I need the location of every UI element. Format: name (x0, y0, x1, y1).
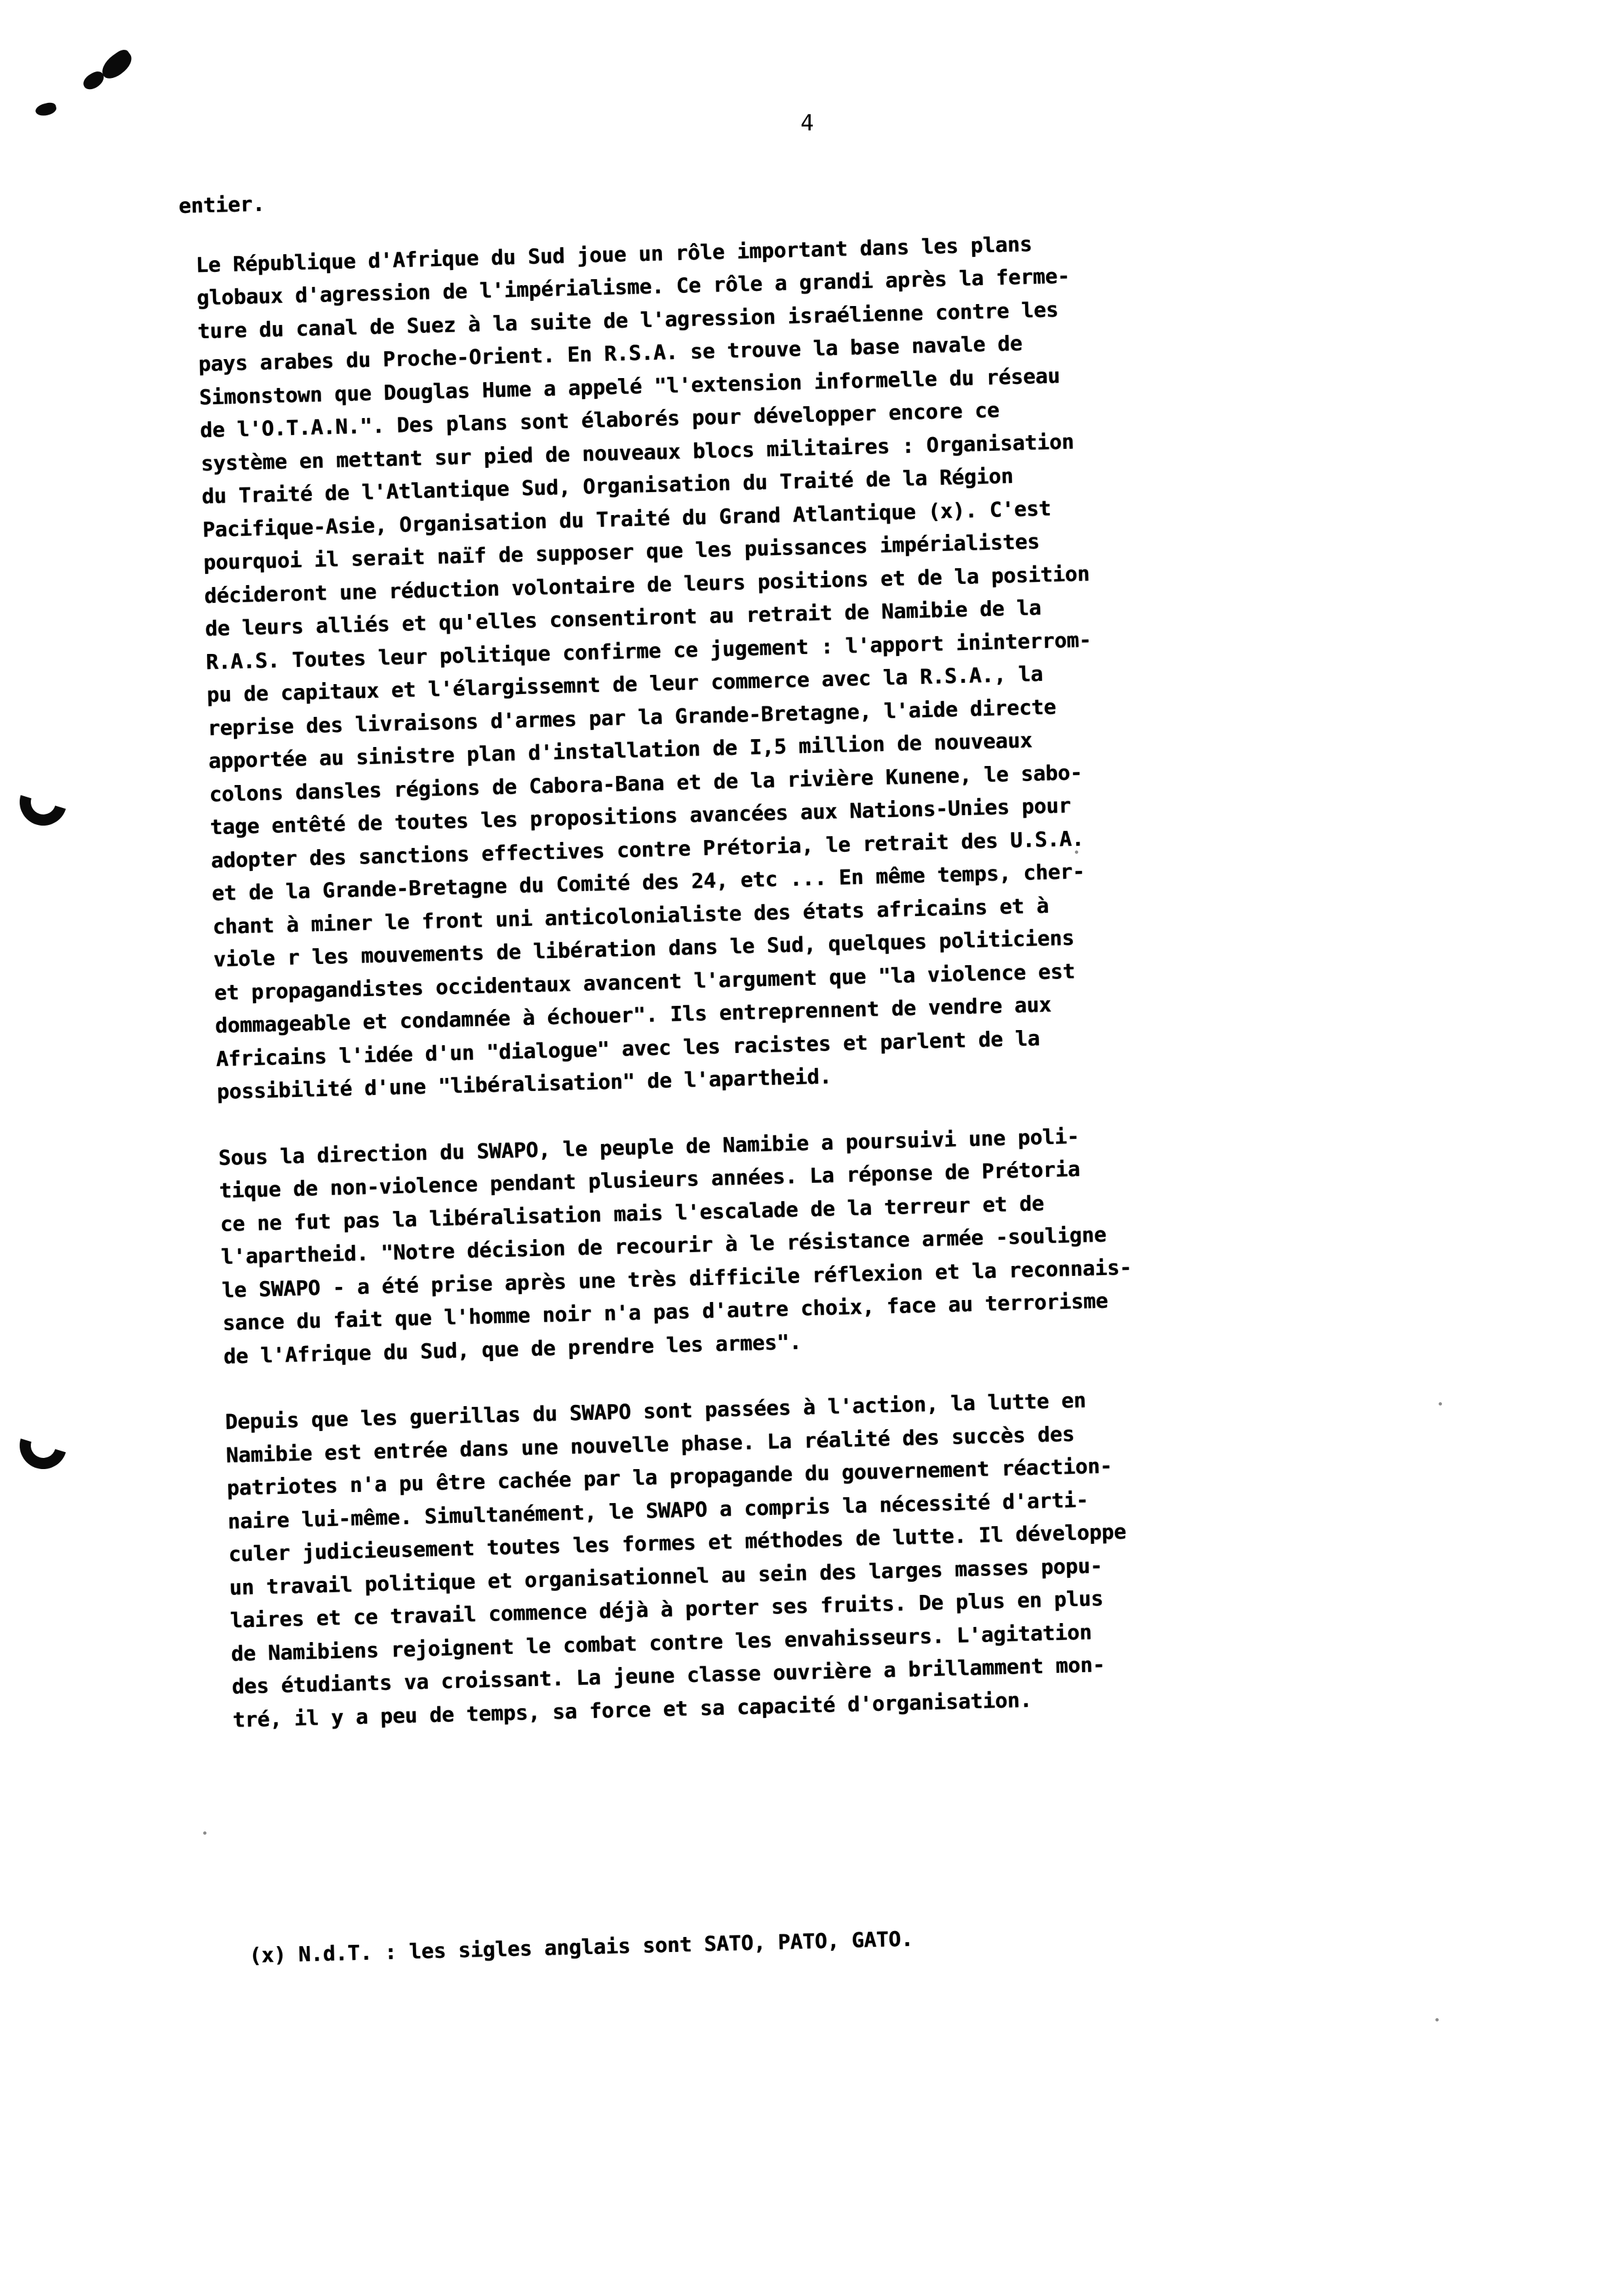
text-line: l'apartheid. "Notre décision de recourir à le résistance armée -souligne (220, 1223, 1107, 1269)
punch-hole-shadow-icon (11, 1413, 75, 1477)
text-line: et de la Grande-Bretagne du Comité des 24, etc ... En même temps, cher- (211, 860, 1085, 906)
text-line: pays arabes du Proche-Orient. En R.S.A. se trouve la base navale de (198, 332, 1023, 377)
punch-hole-shadow-icon (11, 770, 75, 833)
text-line: adopter des sanctions effectives contre Prétoria, le retrait des U.S.A. (210, 826, 1085, 873)
text-line: de Namibiens rejoignent le combat contre les envahisseurs. L'agitation (231, 1620, 1093, 1666)
paragraph-guerillas (209, 1374, 1502, 1737)
paragraph-imperialism (180, 217, 1486, 1109)
text-line: de l'O.T.A.N.". Des plans sont élaborés pour développer encore ce (199, 398, 1000, 443)
text-line: ture du canal de Suez à la suite de l'agression israélienne contre les (197, 297, 1059, 343)
text-line: du Traité de l'Atlantique Sud, Organisation du Traité de la Région (201, 464, 1014, 509)
typescript-body (178, 157, 1508, 1973)
text-line: de leurs alliés et qu'elles consentiront au retrait de Namibie de la (204, 596, 1042, 641)
scan-speck (1435, 2018, 1439, 2021)
text-line: chant à miner le front uni anticolonialiste des états africains et à (212, 894, 1049, 939)
page-number: 4 (800, 110, 815, 136)
text-line: Namibie est entrée dans une nouvelle phase. La réalité des succès des (225, 1422, 1075, 1468)
text-line: ce ne fut pas la libéralisation mais l'escalade de la terreur et de (220, 1191, 1045, 1236)
text-line: possibilité d'une "libéralisation" de l'apartheid. (216, 1065, 832, 1104)
text-line: globaux d'agression de l'impérialisme. Ce rôle a grandi après la ferme- (196, 264, 1070, 311)
text-line: culer judicieusement toutes les formes et méthodes de lutte. Il développe (228, 1520, 1127, 1567)
text-line: Depuis que les guerillas du SWAPO sont passées à l'action, la lutte en (225, 1388, 1087, 1434)
text-line: reprise des livraisons d'armes par la Grande-Bretagne, l'aide directe (207, 695, 1057, 740)
text-line: Simonstown que Douglas Hume a appelé "l'extension informelle du réseau (199, 364, 1060, 410)
text-line: Sous la direction du SWAPO, le peuple de Namibie a poursuivi une poli- (218, 1124, 1080, 1170)
footnote-line: (x) N.d.T. : les sigles anglais sont SATO, PATO, GATO. (248, 1927, 914, 1968)
carryover-word: entier. (178, 192, 265, 218)
text-line: de l'Afrique du Sud, que de prendre les armes". (223, 1330, 802, 1369)
text-line: pourquoi il serait naïf de supposer que les puissances impérialistes (203, 529, 1040, 575)
text-line: apportée au sinistre plan d'installation de I,5 million de nouveaux (208, 729, 1033, 774)
text-line: système en mettant sur pied de nouveaux blocs militaires : Organisation (201, 430, 1074, 476)
text-line: le SWAPO - a été prise après une très difficile réflexion et la reconnais- (222, 1255, 1133, 1303)
text-line: pu de capitaux et l'élargissemnt de leur commerce avec la R.S.A., la (206, 662, 1043, 708)
text-line: colons dansles régions de Cabora-Bana et de la rivière Kunene, le sabo- (208, 760, 1083, 807)
text-line: patriotes n'a pu être cachée par la propagande du gouvernement réaction- (226, 1454, 1113, 1501)
text-line: tique de non-violence pendant plusieurs années. La réponse de Prétoria (219, 1157, 1081, 1203)
text-line: dommageable et condamnée à échouer". Ils entreprennent de vendre aux (214, 993, 1052, 1038)
text-line: viole r les mouvements de libération dans le Sud, quelques politiciens (213, 926, 1075, 972)
text-line: Africains l'idée d'un "dialogue" avec les racistes et parlent de la (216, 1026, 1040, 1071)
text-line: tré, il y a peu de temps, sa force et sa capacité d'organisation. (232, 1688, 1032, 1732)
text-line: R.A.S. Toutes leur politique confirme ce jugement : l'apport ininterrom- (205, 628, 1092, 674)
text-line: et propagandistes occidentaux avancent l'argument que "la violence est (214, 959, 1076, 1005)
text-line: tage entêté de toutes les propositions avancées aux Nations-Unies pour (210, 794, 1072, 840)
text-line: Pacifique-Asie, Organisation du Traité du Grand Atlantique (x). C'est (202, 496, 1051, 542)
scan-speck (203, 1831, 206, 1835)
paragraph-swapo-nonviolence (203, 1109, 1492, 1373)
text-line: sance du fait que l'homme noir n'a pas d'autre choix, face au terrorisme (222, 1289, 1108, 1335)
footnote (223, 1908, 1508, 1974)
text-line: des étudiants va croissant. La jeune classe ouvrière a brillamment mon- (231, 1653, 1106, 1699)
text-line: laires et ce travail commence déjà à porter ses fruits. De plus en plus (229, 1586, 1104, 1633)
text-line: décideront une réduction volontaire de leurs positions et de la position (204, 562, 1090, 608)
text-line: Le République d'Afrique du Sud joue un rôle important dans les plans (195, 232, 1032, 277)
text-line: un travail politique et organisationnel au sein des larges masses popu- (229, 1554, 1103, 1600)
text-line: naire lui-même. Simultanément, le SWAPO a compris la nécessité d'arti- (227, 1488, 1089, 1534)
